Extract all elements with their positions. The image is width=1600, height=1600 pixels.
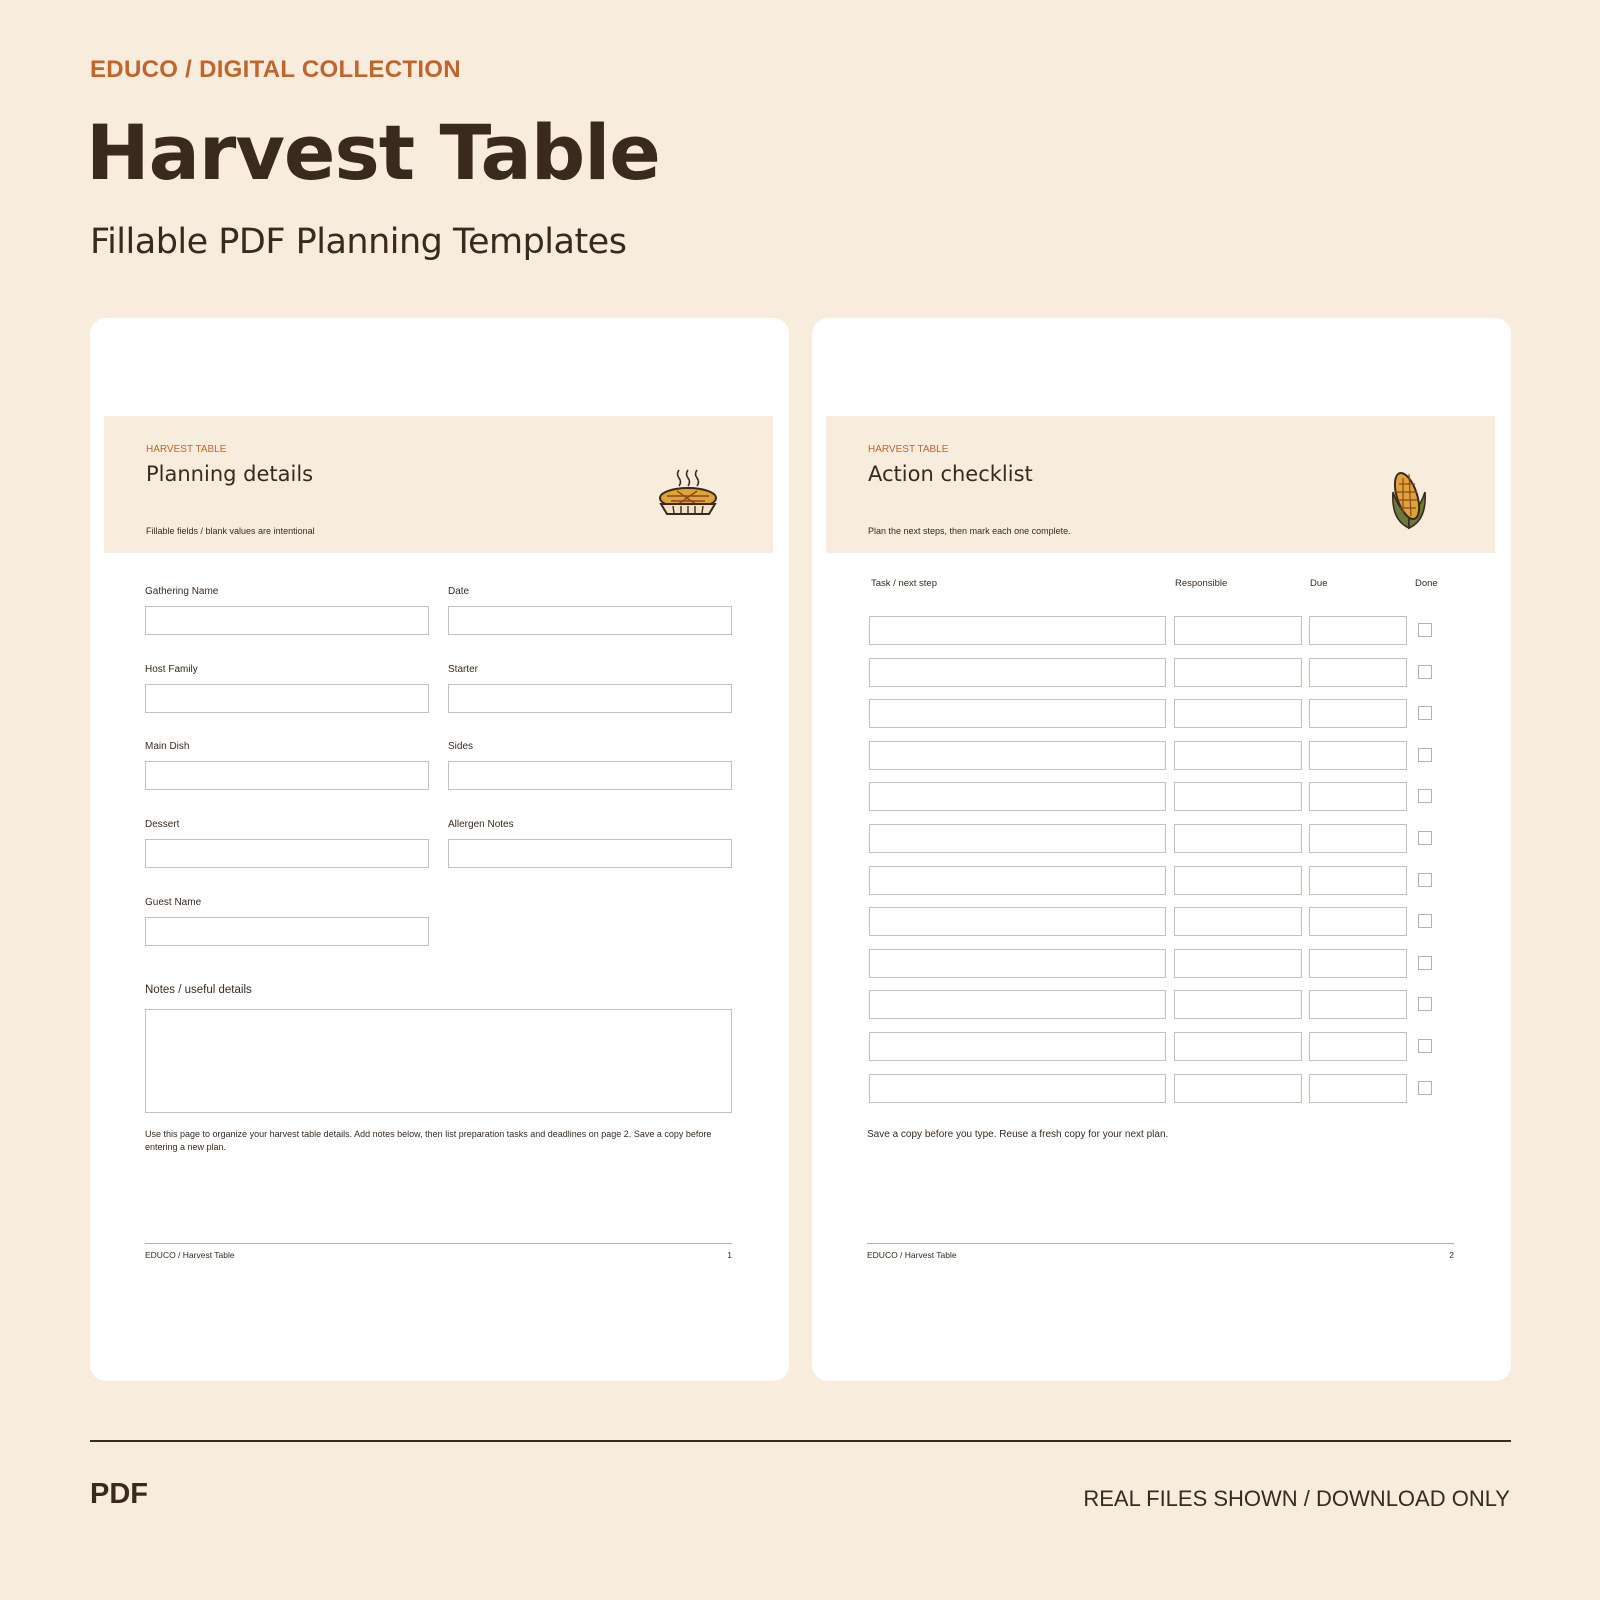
- task-cell[interactable]: [869, 1032, 1166, 1061]
- done-checkbox[interactable]: [1418, 1039, 1432, 1053]
- column-header-due: Due: [1310, 578, 1328, 589]
- main-dish-field[interactable]: [145, 761, 429, 790]
- due-cell[interactable]: [1309, 699, 1407, 728]
- task-cell[interactable]: [869, 741, 1166, 770]
- responsible-cell[interactable]: [1174, 699, 1302, 728]
- task-cell[interactable]: [869, 616, 1166, 645]
- footer-label: EDUCO / Harvest Table: [867, 1250, 957, 1260]
- task-cell[interactable]: [869, 1074, 1166, 1103]
- disclaimer-text: REAL FILES SHOWN / DOWNLOAD ONLY: [1083, 1486, 1510, 1511]
- due-cell[interactable]: [1309, 824, 1407, 853]
- page-header-band: [826, 416, 1495, 553]
- corn-icon: [1387, 470, 1431, 534]
- done-checkbox[interactable]: [1418, 1081, 1432, 1095]
- date-field[interactable]: [448, 606, 732, 635]
- brand-label: EDUCO / DIGITAL COLLECTION: [90, 56, 461, 83]
- column-header-task: Task / next step: [871, 578, 938, 589]
- responsible-cell[interactable]: [1174, 1074, 1302, 1103]
- page-subtitle: Fillable PDF Planning Templates: [90, 222, 627, 262]
- pie-icon: [657, 466, 719, 522]
- sides-label: Sides: [448, 741, 474, 752]
- responsible-cell[interactable]: [1174, 616, 1302, 645]
- page-note: Plan the next steps, then mark each one complete.: [868, 526, 1071, 536]
- guest-name-label: Guest Name: [145, 897, 202, 908]
- page-number: 1: [727, 1250, 732, 1260]
- allergen-notes-label: Allergen Notes: [448, 819, 514, 830]
- sides-field[interactable]: [448, 761, 732, 790]
- guest-name-field[interactable]: [145, 917, 429, 946]
- task-cell[interactable]: [869, 949, 1166, 978]
- done-checkbox[interactable]: [1418, 873, 1432, 887]
- done-checkbox[interactable]: [1418, 665, 1432, 679]
- action-checklist-page: [812, 318, 1511, 1381]
- footer-divider: [867, 1243, 1454, 1244]
- responsible-cell[interactable]: [1174, 782, 1302, 811]
- footer-label: EDUCO / Harvest Table: [145, 1250, 235, 1260]
- allergen-notes-field[interactable]: [448, 839, 732, 868]
- dessert-field[interactable]: [145, 839, 429, 868]
- due-cell[interactable]: [1309, 990, 1407, 1019]
- planning-details-page: [90, 318, 789, 1381]
- done-checkbox[interactable]: [1418, 789, 1432, 803]
- gathering-name-field[interactable]: [145, 606, 429, 635]
- notes-label: Notes / useful details: [145, 984, 252, 996]
- done-checkbox[interactable]: [1418, 623, 1432, 637]
- task-cell[interactable]: [869, 824, 1166, 853]
- page-note: Fillable fields / blank values are intentional: [146, 526, 315, 536]
- starter-label: Starter: [448, 664, 479, 675]
- responsible-cell[interactable]: [1174, 866, 1302, 895]
- page-kicker: HARVEST TABLE: [146, 444, 227, 455]
- page-header-band: [104, 416, 773, 553]
- due-cell[interactable]: [1309, 741, 1407, 770]
- done-checkbox[interactable]: [1418, 831, 1432, 845]
- gathering-name-label: Gathering Name: [145, 586, 219, 597]
- due-cell[interactable]: [1309, 949, 1407, 978]
- due-cell[interactable]: [1309, 616, 1407, 645]
- task-cell[interactable]: [869, 990, 1166, 1019]
- responsible-cell[interactable]: [1174, 658, 1302, 687]
- column-header-responsible: Responsible: [1175, 578, 1228, 589]
- starter-field[interactable]: [448, 684, 732, 713]
- responsible-cell[interactable]: [1174, 824, 1302, 853]
- due-cell[interactable]: [1309, 907, 1407, 936]
- responsible-cell[interactable]: [1174, 907, 1302, 936]
- host-family-field[interactable]: [145, 684, 429, 713]
- responsible-cell[interactable]: [1174, 949, 1302, 978]
- page-heading: Action checklist: [868, 462, 1033, 486]
- help-text: Use this page to organize your harvest table details. Add notes below, then list preparation tasks and deadlines on page 2. Save a copy before entering a new plan.: [145, 1129, 712, 1152]
- task-cell[interactable]: [869, 866, 1166, 895]
- done-checkbox[interactable]: [1418, 706, 1432, 720]
- help-text: Save a copy before you type. Reuse a fresh copy for your next plan.: [867, 1129, 1169, 1140]
- task-cell[interactable]: [869, 699, 1166, 728]
- page-number: 2: [1449, 1250, 1454, 1260]
- task-cell[interactable]: [869, 658, 1166, 687]
- task-cell[interactable]: [869, 782, 1166, 811]
- page-kicker: HARVEST TABLE: [868, 444, 949, 455]
- footer-divider: [145, 1243, 732, 1244]
- due-cell[interactable]: [1309, 1074, 1407, 1103]
- due-cell[interactable]: [1309, 658, 1407, 687]
- column-header-done: Done: [1415, 578, 1438, 589]
- notes-textarea[interactable]: [145, 1009, 732, 1113]
- date-label: Date: [448, 586, 470, 597]
- bottom-divider: [90, 1440, 1511, 1442]
- page-heading: Planning details: [146, 462, 314, 486]
- dessert-label: Dessert: [145, 819, 180, 830]
- main-dish-label: Main Dish: [145, 741, 190, 752]
- due-cell[interactable]: [1309, 866, 1407, 895]
- due-cell[interactable]: [1309, 782, 1407, 811]
- host-family-label: Host Family: [145, 664, 198, 675]
- responsible-cell[interactable]: [1174, 990, 1302, 1019]
- done-checkbox[interactable]: [1418, 748, 1432, 762]
- done-checkbox[interactable]: [1418, 914, 1432, 928]
- responsible-cell[interactable]: [1174, 741, 1302, 770]
- task-cell[interactable]: [869, 907, 1166, 936]
- due-cell[interactable]: [1309, 1032, 1407, 1061]
- page-title: Harvest Table: [86, 108, 660, 197]
- done-checkbox[interactable]: [1418, 997, 1432, 1011]
- responsible-cell[interactable]: [1174, 1032, 1302, 1061]
- done-checkbox[interactable]: [1418, 956, 1432, 970]
- file-format-label: PDF: [90, 1478, 148, 1510]
